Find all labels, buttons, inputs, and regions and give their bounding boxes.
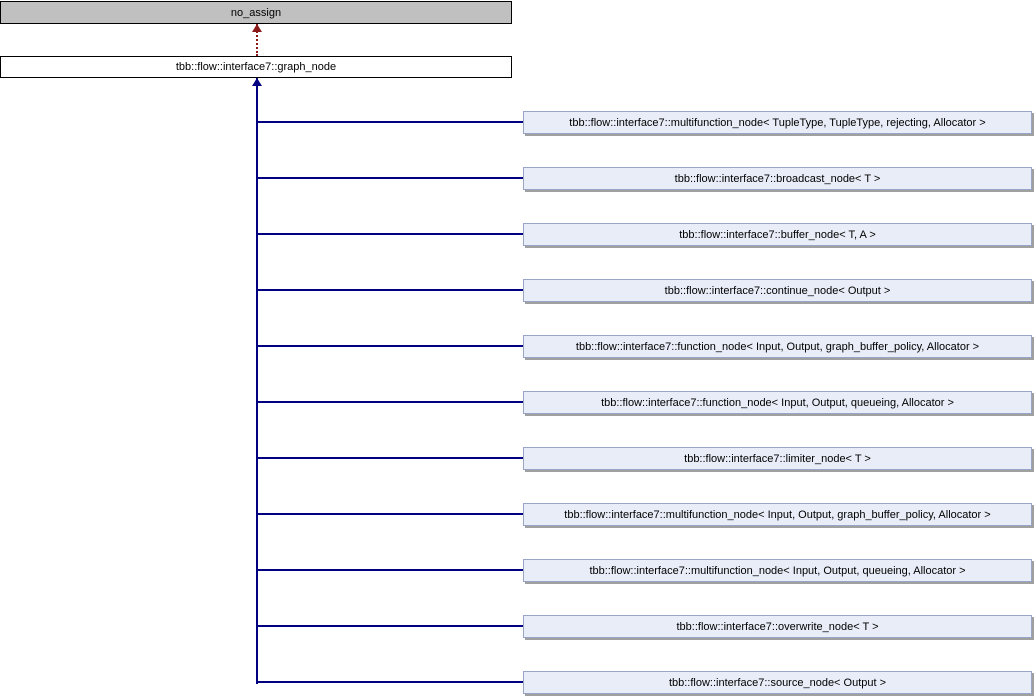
inheritance-edge [258,513,523,515]
inheritance-edge [258,625,523,627]
class-box-derived[interactable]: tbb::flow::interface7::continue_node< Output > [523,279,1032,302]
private-inheritance-edge [256,24,258,56]
inheritance-edge [258,121,523,123]
class-box-derived[interactable]: tbb::flow::interface7::function_node< Input, Output, graph_buffer_policy, Allocator > [523,335,1032,358]
class-box-derived[interactable]: tbb::flow::interface7::overwrite_node< T > [523,615,1032,638]
class-box-derived[interactable]: tbb::flow::interface7::source_node< Output > [523,671,1032,694]
inheritance-edge [258,233,523,235]
inheritance-edge [258,177,523,179]
class-box-derived[interactable]: tbb::flow::interface7::buffer_node< T, A > [523,223,1032,246]
class-box-derived[interactable]: tbb::flow::interface7::function_node< Input, Output, queueing, Allocator > [523,391,1032,414]
inheritance-edge [258,681,523,683]
inheritance-edge [258,457,523,459]
class-box-derived[interactable]: tbb::flow::interface7::limiter_node< T > [523,447,1032,470]
inheritance-edge [258,401,523,403]
class-box-derived[interactable]: tbb::flow::interface7::broadcast_node< T > [523,167,1032,190]
class-box-derived[interactable]: tbb::flow::interface7::multifunction_node< Input, Output, graph_buffer_policy, Allocator > [523,503,1032,526]
class-box-derived[interactable]: tbb::flow::interface7::multifunction_node< Input, Output, queueing, Allocator > [523,559,1032,582]
inheritance-trunk-line [256,78,258,684]
class-box-graph-node: tbb::flow::interface7::graph_node [0,56,512,78]
inheritance-edge [258,289,523,291]
class-box-no-assign: no_assign [0,1,512,24]
inheritance-edge [258,345,523,347]
inheritance-edge [258,569,523,571]
class-box-derived[interactable]: tbb::flow::interface7::multifunction_node< TupleType, TupleType, rejecting, Allocator > [523,111,1032,134]
